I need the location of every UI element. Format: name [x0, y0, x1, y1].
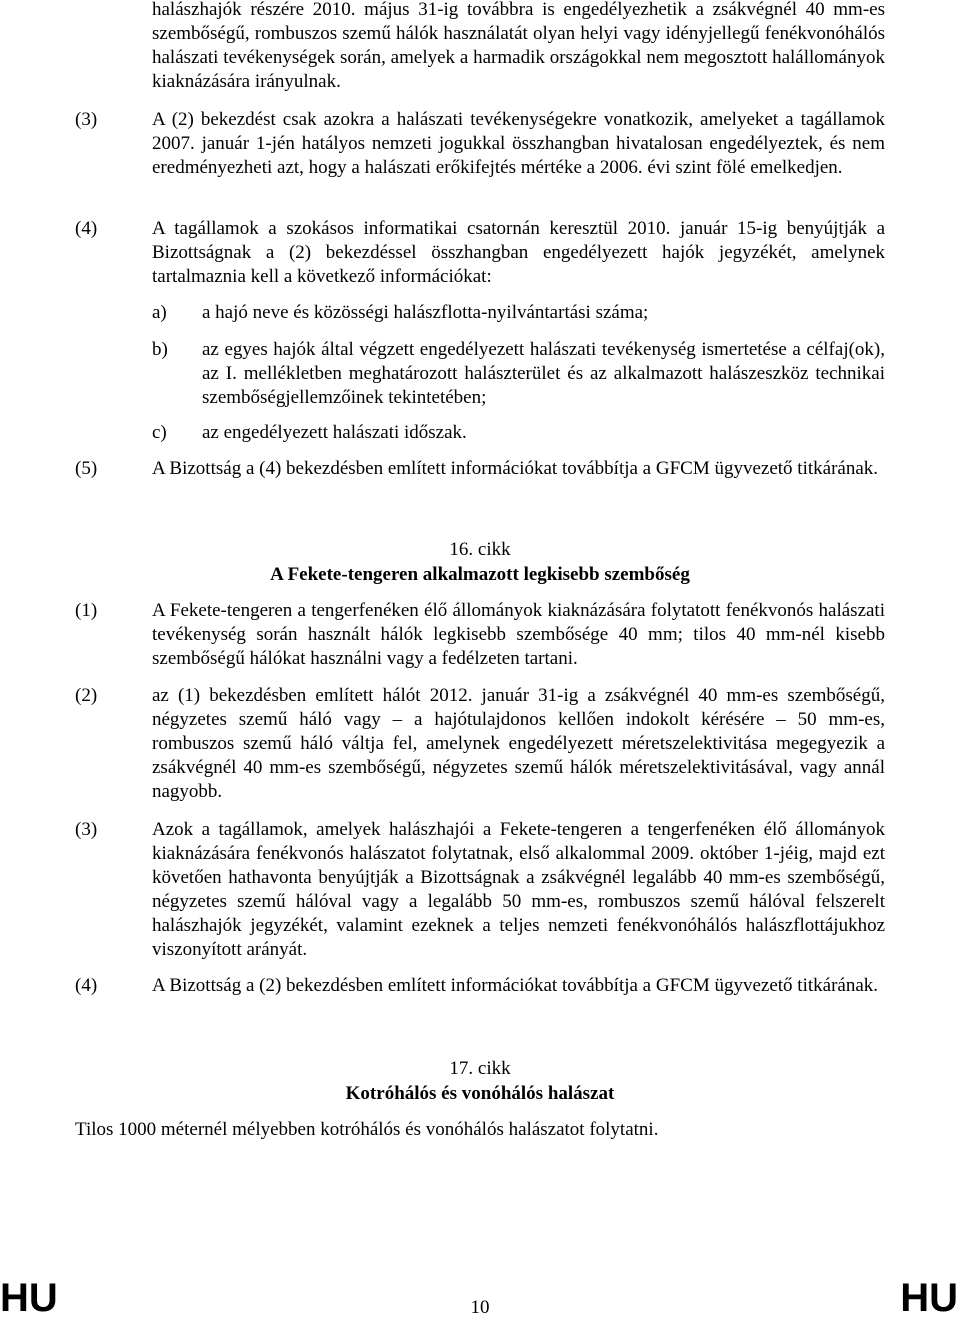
art15-paragraph-3 — [75, 108, 885, 180]
art16-paragraph-1 — [75, 599, 885, 671]
page-number: 10 — [470, 1297, 490, 1318]
list-item-text: az engedélyezett halászati időszak. — [202, 422, 467, 443]
article-16-title: 16. cikk — [449, 539, 511, 560]
paragraph-text: A (2) bekezdést csak azokra a halászati tevékenységekre vonatkozik, amelyeket a tagállamok 2007. január 1-jén hatályos nemzeti jogukkal összhangban hivatalosan engedélyeztek, és nem eredményezheti azt, hogy a halászati erőkifejtés mértéke a 2006. évi szint fölé emelkedjen. — [152, 109, 885, 178]
paragraph-number: (4) — [75, 218, 98, 239]
paragraph-number: (5) — [75, 458, 98, 479]
art15-paragraph-4 — [75, 217, 885, 289]
paragraph-text: A Bizottság a (2) bekezdésben említett információkat továbbítja a GFCM ügyvezető titkárának. — [152, 975, 879, 996]
article-17-text: Tilos 1000 méternél mélyebben kotróhálós és vonóhálós halászatot folytatni. — [75, 1119, 659, 1140]
list-item-label: c) — [152, 422, 167, 443]
art16-paragraph-2 — [75, 684, 885, 804]
paragraph-number: (1) — [75, 600, 98, 621]
art16-paragraph-4 — [75, 974, 885, 998]
list-item-text: az egyes hajók által végzett engedélyezett halászati tevékenység ismertetése a célfaj(ok), az I. mellékletben meghatározott halászterület és az alkalmazott halászeszköz technikai szembőségjellemzőinek tekintetében; — [202, 339, 885, 408]
paragraph-text: A tagállamok a szokásos informatikai csatornán keresztül 2010. január 15-ig benyújtják a Bizottságnak a (2) bekezdéssel összhangban engedélyezett hajók jegyzékét, amelynek tartalmaznia kell a következő információkat: — [152, 218, 885, 287]
list-item-a — [152, 301, 885, 325]
paragraph-text: A Bizottság a (4) bekezdésben említett információkat továbbítja a GFCM ügyvezető titkárának. — [152, 458, 879, 479]
list-item-label: a) — [152, 302, 167, 323]
paragraph-number: (3) — [75, 109, 98, 130]
article-17-heading: Kotróhálós és vonóhálós halászat — [345, 1083, 615, 1104]
paragraph-number: (2) — [75, 685, 98, 706]
article-17-title: 17. cikk — [449, 1058, 511, 1079]
paragraph-text: A Fekete-tengeren a tengerfenéken élő állományok kiaknázására folytatott fenékvonós halászati tevékenység során használt hálók legkisebb szembősége 40 mm; tilos 40 mm-nél kisebb szembőségű hálókat használni vagy a fedélzeten tartani. — [152, 600, 885, 669]
footer-language-left: HU — [0, 1276, 58, 1320]
paragraph-number: (4) — [75, 975, 98, 996]
paragraph-text: az (1) bekezdésben említett hálót 2012. január 31-ig a zsákvégnél 40 mm-es szembőségű, négyzetes szemű háló vagy – a hajótulajdonos kellően indokolt kérésére – 50 mm-es, rombuszos szemű háló váltja fel, amelynek engedélyezett méretszelektivitása megegyezik a zsákvégnél 40 mm-es szembőségű, négyzetes szemű hálók méretszelektivitásával, vagy annál nagyobb. — [152, 685, 885, 802]
list-item-b — [152, 338, 885, 410]
list-item-text: a hajó neve és közösségi halászflotta-nyilvántartási száma; — [202, 302, 649, 323]
continuation-paragraph: halászhajók részére 2010. május 31-ig továbbra is engedélyezhetik a zsákvégnél 40 mm-es szembőségű, rombuszos szemű hálók használatát olyan helyi vagy idényjellegű fenékvonóhálós halászati tevékenységek során, amelyek a harmadik országokkal nem megosztott halállományok kiaknázására irányulnak. — [152, 0, 885, 92]
footer-language-right: HU — [900, 1276, 958, 1320]
list-item-c — [152, 421, 885, 445]
art16-paragraph-3 — [75, 818, 885, 962]
art15-paragraph-5 — [75, 457, 885, 481]
list-item-label: b) — [152, 339, 168, 360]
article-16-heading: A Fekete-tengeren alkalmazott legkisebb szembőség — [270, 564, 690, 585]
paragraph-text: Azok a tagállamok, amelyek halászhajói a Fekete-tengeren a tengerfenéken élő állományok kiaknázására fenékvonós halászatot folytatnak, első alkalommal 2009. október 1-jéig, majd ezt követően hathavonta benyújtják a Bizottságnak a zsákvégnél legalább 40 mm-es szembőségű, négyzetes szemű hálóval vagy a legalább 50 mm-es, rombuszos szemű hálóval felszerelt halászhajók jegyzékét, valamint ezeknek a teljes nemzeti fenékvonóhálós halászflottájukhoz viszonyított arányát. — [152, 819, 885, 960]
paragraph-number: (3) — [75, 819, 98, 840]
